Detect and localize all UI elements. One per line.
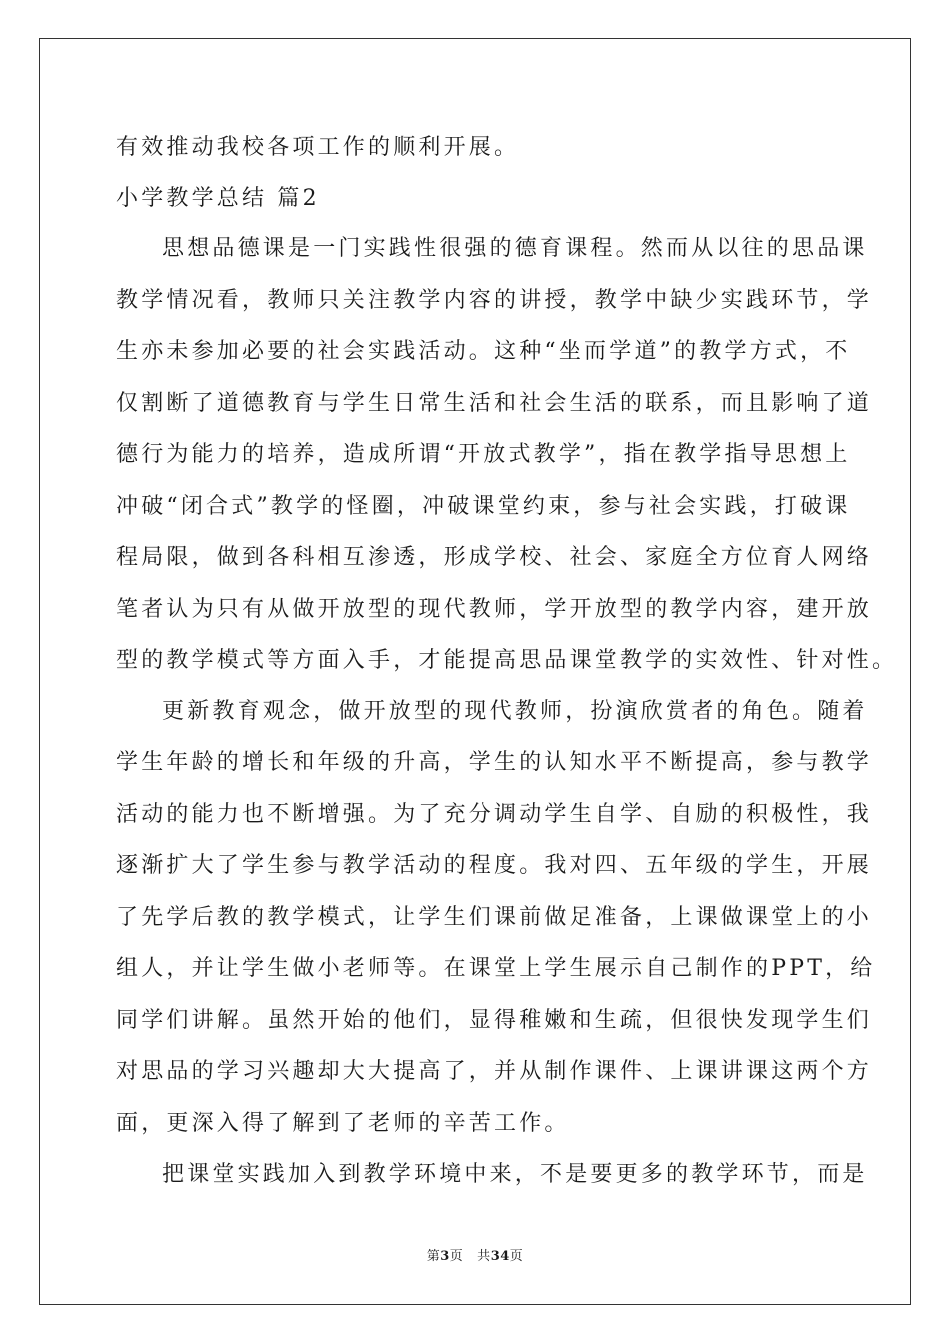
- page-footer: [0, 1249, 950, 1265]
- section-heading: 小学教学总结 篇2: [116, 186, 320, 211]
- page-suffix: 页: [449, 1249, 464, 1264]
- paragraph-1-line: 教学情况看，教师只关注教学内容的讲授，教学中缺少实践环节，学: [116, 288, 873, 313]
- paragraph-2-line: 学生年龄的增长和年级的升高，学生的认知水平不断提高，参与教学: [116, 750, 873, 775]
- paragraph-2-line: 活动的能力也不断增强。为了充分调动学生自学、自励的积极性，我: [116, 802, 873, 827]
- paragraph-2-line: 更新教育观念，做开放型的现代教师，扮演欣赏者的角色。随着: [162, 699, 868, 724]
- total-suffix: 页: [509, 1249, 524, 1264]
- paragraph-2-line: 同学们讲解。虽然开始的他们，显得稚嫩和生疏，但很快发现学生们: [116, 1008, 873, 1033]
- paragraph-1-line: 生亦未参加必要的社会实践活动。这种“坐而学道”的教学方式，不: [116, 339, 851, 364]
- paragraph-2-line: 了先学后教的教学模式，让学生们课前做足准备，上课做课堂上的小: [116, 905, 873, 930]
- total-prefix: 共: [477, 1249, 491, 1264]
- paragraph-3-line: 把课堂实践加入到教学环境中来，不是要更多的教学环节，而是: [162, 1162, 868, 1187]
- paragraph-1-line: 型的教学模式等方面入手，才能提高思品课堂教学的实效性、针对性。: [116, 648, 898, 673]
- paragraph-2-line: 组人，并让学生做小老师等。在课堂上学生展示自己制作的PPT，给: [116, 956, 876, 981]
- paragraph-1-line: 德行为能力的培养，造成所谓“开放式教学”，指在教学指导思想上: [116, 442, 851, 467]
- paragraph-1-line: 仅割断了道德教育与学生日常生活和社会生活的联系，而且影响了道: [116, 391, 873, 416]
- text-line: 有效推动我校各项工作的顺利开展。: [116, 135, 520, 160]
- page-number: 3: [440, 1249, 450, 1264]
- paragraph-2-line: 面，更深入得了解到了老师的辛苦工作。: [116, 1111, 570, 1136]
- paragraph-1-line: 程局限，做到各科相互渗透，形成学校、社会、家庭全方位育人网络: [116, 545, 873, 570]
- paragraph-1-line: 思想品德课是一门实践性很强的德育课程。然而从以往的思品课: [162, 236, 868, 261]
- paragraph-2-line: 逐渐扩大了学生参与教学活动的程度。我对四、五年级的学生，开展: [116, 853, 873, 878]
- paragraph-2-line: 对思品的学习兴趣却大大提高了，并从制作课件、上课讲课这两个方: [116, 1059, 873, 1084]
- paragraph-1-line: 冲破“闭合式”教学的怪圈，冲破课堂约束，参与社会实践，打破课: [116, 494, 851, 519]
- paragraph-1-line: 笔者认为只有从做开放型的现代教师，学开放型的教学内容，建开放: [116, 597, 873, 622]
- page-prefix: 第: [426, 1249, 441, 1264]
- total-pages: 34: [490, 1249, 510, 1264]
